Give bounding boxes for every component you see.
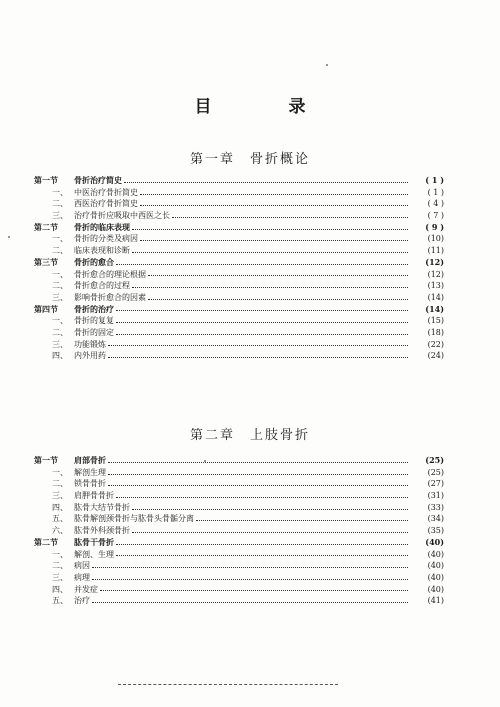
toc-page-number: (27) (427, 479, 444, 489)
toc-entry-number: 四、 (52, 584, 68, 594)
toc-page-number: (40) (427, 584, 444, 594)
toc-list-chapter-1 (34, 175, 444, 362)
toc-entry-title: 骨折愈合的理论根据 (74, 269, 146, 279)
toc-leader-dots (116, 322, 408, 323)
toc-leader-dots (108, 462, 408, 463)
toc-entry-number: 五、 (52, 596, 68, 606)
toc-entry-title: 骨折的固定 (74, 327, 114, 337)
toc-item-row (34, 549, 444, 561)
toc-leader-dots (92, 602, 408, 603)
toc-page-number: (31) (427, 491, 444, 501)
toc-item-row (34, 292, 444, 304)
toc-leader-dots (132, 287, 408, 288)
toc-entry-number: 第一节 (34, 455, 58, 465)
toc-entry-title: 治疗骨折应吸取中西医之长 (74, 211, 170, 221)
page-title: 目 录 (194, 97, 336, 117)
toc-leader-dots (92, 567, 408, 568)
toc-item-row (34, 315, 444, 327)
toc-page-number: (12) (425, 256, 444, 267)
toc-item-row (34, 502, 444, 514)
toc-entry-title: 西医治疗骨折简史 (74, 199, 138, 209)
toc-entry-number: 三、 (52, 339, 68, 349)
toc-entry-number: 五、 (52, 514, 68, 524)
toc-leader-dots (116, 334, 408, 335)
toc-leader-dots (116, 555, 408, 556)
toc-entry-number: 一、 (52, 316, 68, 326)
toc-item-row (34, 595, 444, 607)
toc-entry-number: 一、 (52, 467, 68, 477)
toc-leader-dots (148, 299, 408, 300)
toc-section-row (34, 175, 444, 187)
toc-page-number: (11) (427, 246, 444, 256)
toc-entry-title: 骨折愈合的过程 (74, 281, 130, 291)
chapter-heading-1: 第一章 骨折概论 (189, 152, 310, 167)
toc-item-row (34, 584, 444, 596)
toc-page-number: (14) (427, 292, 444, 302)
toc-page-number: (24) (427, 351, 444, 361)
toc-entry-title: 骨折的分类及病因 (74, 234, 138, 244)
toc-item-row (34, 245, 444, 257)
toc-page-number: (15) (427, 316, 444, 326)
toc-item-row (34, 198, 444, 210)
toc-entry-number: 第二节 (34, 536, 58, 547)
toc-entry-title: 内外用药 (74, 351, 106, 361)
toc-item-row (34, 210, 444, 222)
toc-item-row (34, 339, 444, 351)
toc-page-number: (25) (427, 467, 444, 477)
toc-entry-number: 一、 (52, 187, 68, 197)
toc-entry-title: 肱骨大结节骨折 (74, 502, 130, 512)
toc-entry-title: 肱骨干骨折 (74, 536, 114, 547)
toc-page-number: ( 4 ) (427, 199, 444, 209)
toc-leader-dots (116, 264, 408, 265)
toc-section-row (34, 455, 444, 467)
toc-entry-title: 并发症 (74, 584, 98, 594)
toc-entry-title: 中医治疗骨折简史 (74, 187, 138, 197)
toc-leader-dots (108, 474, 408, 475)
toc-entry-number: 第二节 (34, 221, 58, 232)
toc-leader-dots (132, 229, 408, 230)
toc-entry-title: 病因 (74, 561, 90, 571)
toc-entry-title: 解剖生理 (74, 467, 106, 477)
toc-item-row (34, 560, 444, 572)
toc-leader-dots (132, 509, 408, 510)
toc-section-row (34, 222, 444, 234)
toc-page-number: ( 1 ) (427, 187, 444, 197)
toc-leader-dots (124, 182, 408, 183)
toc-leader-dots (108, 485, 408, 486)
toc-entry-number: 第三节 (34, 256, 58, 267)
toc-entry-title: 影响骨折愈合的因素 (74, 292, 146, 302)
toc-entry-title: 骨折的愈合 (74, 256, 114, 267)
toc-entry-title: 治疗 (74, 596, 90, 606)
toc-leader-dots (132, 252, 408, 253)
toc-item-row (34, 280, 444, 292)
scan-speck (204, 460, 206, 462)
toc-entry-number: 四、 (52, 502, 68, 512)
toc-entry-title: 肩部骨折 (74, 455, 106, 465)
toc-page-number: (33) (427, 502, 444, 512)
toc-page-number: (40) (427, 549, 444, 559)
toc-entry-title: 临床表现和诊断 (74, 246, 130, 256)
toc-leader-dots (108, 345, 408, 346)
toc-entry-title: 肩胛骨骨折 (74, 491, 114, 501)
scan-speck (326, 64, 328, 66)
toc-entry-number: 一、 (52, 269, 68, 279)
toc-entry-number: 三、 (52, 211, 68, 221)
toc-leader-dots (196, 520, 408, 521)
chapter-heading-2: 第二章 上肢骨折 (189, 428, 310, 443)
toc-page-number: (13) (427, 281, 444, 291)
toc-page-number: (12) (427, 269, 444, 279)
toc-leader-dots (148, 275, 408, 276)
toc-entry-number: 二、 (52, 199, 68, 209)
toc-page-number: (18) (427, 327, 444, 337)
toc-page-number: (41) (427, 596, 444, 606)
toc-page-number: ( 7 ) (427, 211, 444, 221)
toc-entry-number: 四、 (52, 351, 68, 361)
toc-leader-dots (116, 544, 408, 545)
toc-page-number: (22) (427, 339, 444, 349)
toc-leader-dots (140, 240, 408, 241)
toc-entry-number: 一、 (52, 549, 68, 559)
toc-entry-title: 解剖、生理 (74, 549, 114, 559)
toc-page-number: (35) (427, 526, 444, 536)
toc-leader-dots (140, 194, 408, 195)
toc-entry-number: 二、 (52, 561, 68, 571)
toc-entry-title: 骨折治疗简史 (74, 175, 122, 185)
toc-page-number: (10) (427, 234, 444, 244)
toc-leader-dots (100, 590, 408, 591)
toc-item-row (34, 478, 444, 490)
toc-entry-number: 第一节 (34, 175, 58, 185)
toc-section-row (34, 257, 444, 269)
toc-entry-number: 二、 (52, 281, 68, 291)
toc-item-row (34, 187, 444, 199)
toc-page-number: (14) (425, 303, 444, 314)
toc-entry-title: 骨折的复复 (74, 316, 114, 326)
toc-entry-number: 六、 (52, 526, 68, 536)
toc-leader-dots (116, 310, 408, 311)
toc-page-number: (34) (427, 514, 444, 524)
toc-list-chapter-2 (34, 455, 444, 607)
toc-leader-dots (132, 532, 408, 533)
toc-item-row (34, 350, 444, 362)
toc-item-row (34, 513, 444, 525)
toc-item-row (34, 525, 444, 537)
toc-section-row (34, 304, 444, 316)
footer-rule (118, 684, 338, 685)
toc-entry-number: 一、 (52, 234, 68, 244)
toc-entry-title: 骨折的治疗 (74, 303, 114, 314)
toc-entry-title: 肱骨解剖颈骨折与肱骨头骨骺分离 (74, 514, 194, 524)
toc-item-row (34, 233, 444, 245)
toc-entry-number: 三、 (52, 572, 68, 582)
toc-leader-dots (108, 357, 408, 358)
toc-entry-number: 二、 (52, 479, 68, 489)
scan-speck (8, 236, 10, 238)
toc-entry-title: 病理 (74, 572, 90, 582)
toc-entry-title: 骨折的临床表现 (74, 221, 130, 232)
toc-item-row (34, 572, 444, 584)
toc-entry-number: 第四节 (34, 303, 58, 314)
toc-entry-title: 功能锻炼 (74, 339, 106, 349)
toc-item-row (34, 327, 444, 339)
toc-page-number: ( 9 ) (425, 221, 444, 232)
toc-item-row (34, 490, 444, 502)
toc-page-number: (40) (425, 536, 444, 547)
toc-page-number: (40) (427, 572, 444, 582)
toc-entry-number: 三、 (52, 491, 68, 501)
toc-entry-number: 三、 (52, 292, 68, 302)
toc-leader-dots (116, 497, 408, 498)
toc-page-number: ( 1 ) (425, 175, 444, 185)
toc-entry-title: 肱骨外科颈骨折 (74, 526, 130, 536)
toc-entry-number: 二、 (52, 327, 68, 337)
toc-item-row (34, 467, 444, 479)
toc-entry-title: 锁骨骨折 (74, 479, 106, 489)
toc-page-number: (40) (427, 561, 444, 571)
toc-entry-number: 二、 (52, 246, 68, 256)
toc-leader-dots (172, 217, 408, 218)
toc-leader-dots (140, 205, 408, 206)
toc-leader-dots (92, 579, 408, 580)
toc-page-number: (25) (425, 455, 444, 465)
toc-section-row (34, 537, 444, 549)
toc-item-row (34, 269, 444, 281)
